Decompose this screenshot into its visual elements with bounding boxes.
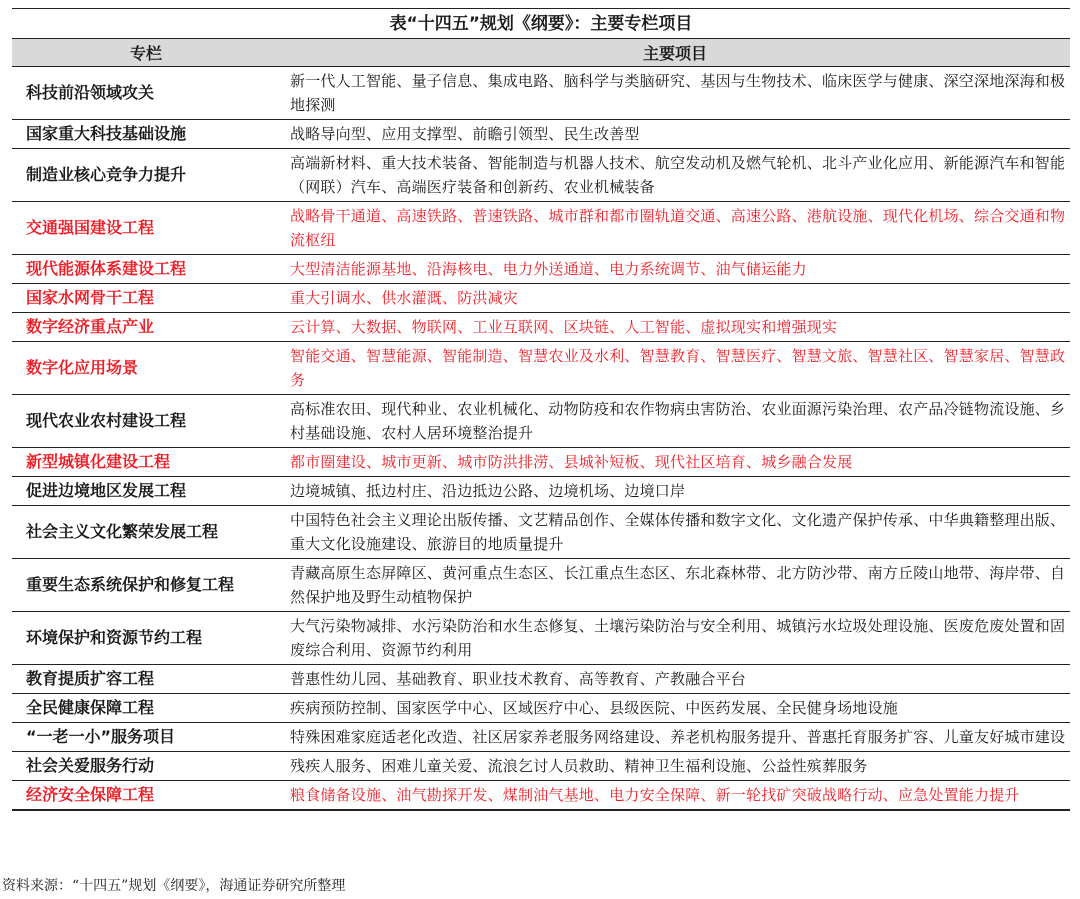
table-row bbox=[12, 559, 1070, 612]
row-items: 中国特色社会主义理论出版传播、文艺精品创作、全媒体传播和数字文化、文化遗产保护传承、中华典籍整理出版、重大文化设施建设、旅游目的地质量提升 bbox=[280, 506, 1070, 559]
table-row bbox=[12, 752, 1070, 781]
table-row bbox=[12, 665, 1070, 694]
row-items: 普惠性幼儿园、基础教育、职业技术教育、高等教育、产教融合平台 bbox=[280, 665, 1070, 694]
table-row bbox=[12, 395, 1070, 448]
row-column-name: 交通强国建设工程 bbox=[12, 202, 280, 255]
row-column-name: 科技前沿领域攻关 bbox=[12, 67, 280, 120]
row-items: 边境城镇、抵边村庄、沿边抵边公路、边境机场、边境口岸 bbox=[280, 477, 1070, 506]
row-column-name: 全民健康保障工程 bbox=[12, 694, 280, 723]
table-row bbox=[12, 612, 1070, 665]
row-items: 青藏高原生态屏障区、黄河重点生态区、长江重点生态区、东北森林带、北方防沙带、南方丘陵山地带、海岸带、自然保护地及野生动植物保护 bbox=[280, 559, 1070, 612]
row-items: 高标准农田、现代种业、农业机械化、动物防疫和农作物病虫害防治、农业面源污染治理、农产品冷链物流设施、乡村基础设施、农村人居环境整治提升 bbox=[280, 395, 1070, 448]
table-row bbox=[12, 149, 1070, 202]
row-items: 战略骨干通道、高速铁路、普速铁路、城市群和都市圈轨道交通、高速公路、港航设施、现代化机场、综合交通和物流枢纽 bbox=[280, 202, 1070, 255]
source-note: 资料来源：“十四五”规划《纲要》，海通证券研究所整理 bbox=[2, 878, 346, 894]
row-column-name: 新型城镇化建设工程 bbox=[12, 448, 280, 477]
projects-table bbox=[12, 38, 1070, 811]
row-items: 疾病预防控制、国家医学中心、区域医疗中心、县级医院、中医药发展、全民健身场地设施 bbox=[280, 694, 1070, 723]
row-items: 智能交通、智慧能源、智能制造、智慧农业及水利、智慧教育、智慧医疗、智慧文旅、智慧社区、智慧家居、智慧政务 bbox=[280, 342, 1070, 395]
table-title: 表“十四五”规划《纲要》：主要专栏项目 bbox=[12, 8, 1070, 39]
table-row bbox=[12, 120, 1070, 149]
header-items: 主要项目 bbox=[280, 39, 1070, 67]
row-column-name: 环境保护和资源节约工程 bbox=[12, 612, 280, 665]
row-column-name: “一老一小”服务项目 bbox=[12, 723, 280, 752]
row-column-name: 国家重大科技基础设施 bbox=[12, 120, 280, 149]
row-column-name: 经济安全保障工程 bbox=[12, 781, 280, 811]
row-items: 战略导向型、应用支撑型、前瞻引领型、民生改善型 bbox=[280, 120, 1070, 149]
table-row bbox=[12, 202, 1070, 255]
table-row bbox=[12, 781, 1070, 811]
row-column-name: 制造业核心竞争力提升 bbox=[12, 149, 280, 202]
row-column-name: 数字经济重点产业 bbox=[12, 313, 280, 342]
table-row bbox=[12, 723, 1070, 752]
row-column-name: 教育提质扩容工程 bbox=[12, 665, 280, 694]
table-body bbox=[12, 67, 1070, 811]
row-column-name: 现代能源体系建设工程 bbox=[12, 255, 280, 284]
row-column-name: 现代农业农村建设工程 bbox=[12, 395, 280, 448]
row-items: 重大引调水、供水灌溉、防洪减灾 bbox=[280, 284, 1070, 313]
table-row bbox=[12, 342, 1070, 395]
table-row bbox=[12, 448, 1070, 477]
row-column-name: 促进边境地区发展工程 bbox=[12, 477, 280, 506]
table-header-row bbox=[12, 39, 1070, 67]
row-items: 都市圈建设、城市更新、城市防洪排涝、县城补短板、现代社区培育、城乡融合发展 bbox=[280, 448, 1070, 477]
table-row bbox=[12, 255, 1070, 284]
table-row bbox=[12, 477, 1070, 506]
table-row bbox=[12, 313, 1070, 342]
header-column: 专栏 bbox=[12, 39, 280, 67]
table-row bbox=[12, 67, 1070, 120]
row-items: 大型清洁能源基地、沿海核电、电力外送通道、电力系统调节、油气储运能力 bbox=[280, 255, 1070, 284]
table-row bbox=[12, 694, 1070, 723]
row-items: 特殊困难家庭适老化改造、社区居家养老服务网络建设、养老机构服务提升、普惠托育服务扩容、儿童友好城市建设 bbox=[280, 723, 1070, 752]
row-items: 大气污染物减排、水污染防治和水生态修复、土壤污染防治与安全利用、城镇污水垃圾处理设施、医废危废处置和固废综合利用、资源节约利用 bbox=[280, 612, 1070, 665]
table-row bbox=[12, 284, 1070, 313]
table-row bbox=[12, 506, 1070, 559]
row-items: 残疾人服务、困难儿童关爱、流浪乞讨人员救助、精神卫生福利设施、公益性殡葬服务 bbox=[280, 752, 1070, 781]
row-items: 粮食储备设施、油气勘探开发、煤制油气基地、电力安全保障、新一轮找矿突破战略行动、应急处置能力提升 bbox=[280, 781, 1070, 811]
row-items: 新一代人工智能、量子信息、集成电路、脑科学与类脑研究、基因与生物技术、临床医学与健康、深空深地深海和极地探测 bbox=[280, 67, 1070, 120]
row-items: 高端新材料、重大技术装备、智能制造与机器人技术、航空发动机及燃气轮机、北斗产业化应用、新能源汽车和智能（网联）汽车、高端医疗装备和创新药、农业机械装备 bbox=[280, 149, 1070, 202]
row-column-name: 重要生态系统保护和修复工程 bbox=[12, 559, 280, 612]
row-column-name: 国家水网骨干工程 bbox=[12, 284, 280, 313]
row-column-name: 社会关爱服务行动 bbox=[12, 752, 280, 781]
row-items: 云计算、大数据、物联网、工业互联网、区块链、人工智能、虚拟现实和增强现实 bbox=[280, 313, 1070, 342]
row-column-name: 数字化应用场景 bbox=[12, 342, 280, 395]
row-column-name: 社会主义文化繁荣发展工程 bbox=[12, 506, 280, 559]
